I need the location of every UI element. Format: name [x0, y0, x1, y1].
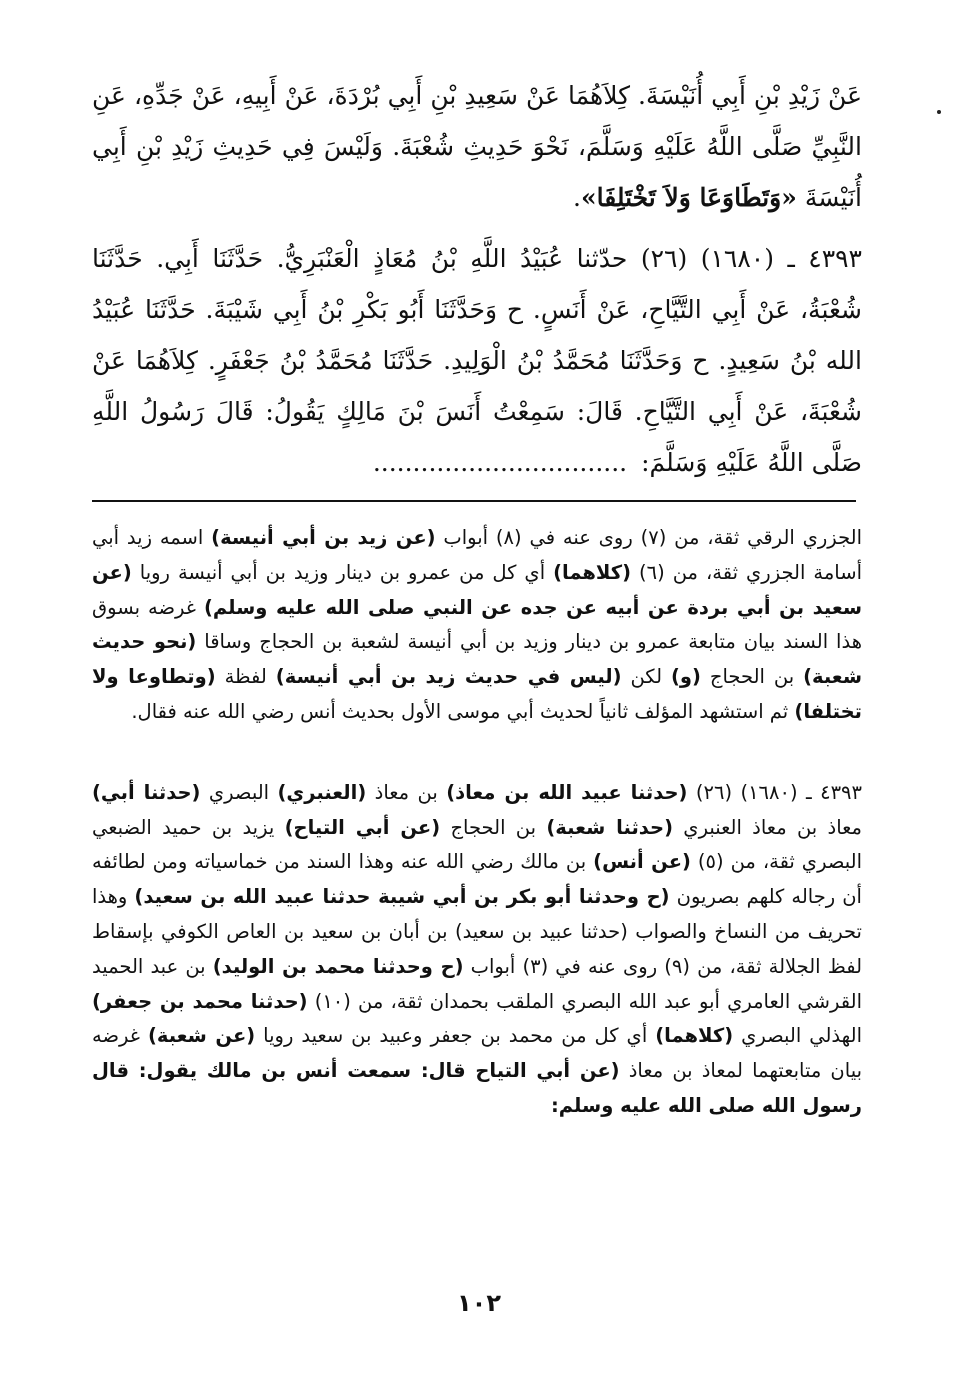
commentary-text-span: بن عبد الحميد القرشي العامري أبو عبد الله البصري الملقب بحمدان ثقة، من (١٠)	[92, 954, 862, 1013]
commentary-quote-span: (عن أبي التياح قال: سمعت أنس بن مالك يقول: قال رسول الله صلى الله عليه وسلم:	[92, 1059, 862, 1117]
commentary-quote-span: (ح وحدثنا أبو بكر بن أبي شيبة حدثنا عبيد الله بن سعيد)	[134, 885, 670, 909]
commentary-quote-span: (كلاهما)	[655, 1024, 734, 1048]
hadith-4393	[92, 233, 862, 488]
commentary-text-span: بن الحجاج	[700, 665, 804, 689]
commentary-quote-span: (كلاهما)	[553, 560, 631, 584]
commentary-quote-span: (عن شعبة)	[147, 1024, 256, 1048]
commentary-quote-span: (حدثنا شعبة)	[546, 815, 673, 839]
commentary-quote-span: (نحو حديث شعبة)	[92, 630, 862, 689]
commentary-quote-span: (ليس في حديث زيد بن أبي أنيسة)	[275, 665, 622, 689]
commentary-quote-span: (عن أبي التياح)	[284, 815, 441, 839]
commentary-quote-span: (ح وحدثنا محمد بن الوليد)	[212, 954, 464, 978]
commentary-paragraph-2	[92, 776, 862, 1124]
commentary-text-span: بن معاذ	[366, 780, 447, 804]
commentary-quote-span: (عن أنس)	[593, 850, 691, 874]
commentary-text-span: أي كل من عمرو بن دينار وزيد بن أبي أنيسة رويا	[131, 560, 554, 584]
commentary-text-span: وهذا تحريف من النساخ والصواب (حدثنا عبيد بن سعيد) بن أبان بن سعيد بن العاص الكوفي بإسقاط لفظ الجلالة ثقة، من (٩) روى عنه في (٣) أبواب	[92, 885, 863, 978]
commentary-text-span: الهذلي البصري	[733, 1024, 863, 1048]
commentary-paragraph-1	[92, 521, 862, 730]
commentary-text-span: بن مالك رضي الله عنه وهذا السند من خماسياته ومن لطائفه أن رجاله كلهم بصريون	[92, 850, 862, 909]
commentary-text-span: لكن	[621, 665, 671, 689]
commentary-text-span: معاذ بن معاذ العنبري	[673, 815, 862, 839]
commentary-text-span: ثم استشهد المؤلف ثانياً لحديث أبي موسى الأول بحديث أنس رضي الله عنه فقال.	[131, 699, 795, 723]
commentary-text-span: غرضه بسوق هذا السند بيان متابعة عمرو بن دينار وزيد بن أبي أنيسة لشعبة بن الحجاج وساقا	[92, 595, 862, 654]
commentary-text-span: لفظة	[215, 665, 276, 689]
commentary-quote-span: (و)	[670, 665, 701, 689]
commentary-quote-span: (حدثنا أبي)	[92, 780, 201, 804]
hadith-previous-text: عَنْ زَيْدِ بْنِ أَبِي أُنَيْسَةَ. كِلاَهُمَا عَنْ سَعِيدِ بْنِ أَبِي بُرْدَةَ، عَنْ أَبِيهِ، عَنْ جَدِّهِ، عَنِ النَّبِيِّ صَلَّى اللَّهُ عَلَيْهِ وَسَلَّمَ، نَحْوَ حَدِيثِ شُعْبَةَ. وَلَيْسَ فِي حَدِيثِ زَيْدِ بْنِ أَبِي أُنَيْسَةَ	[92, 81, 862, 212]
hadith-text	[92, 70, 862, 488]
commentary-text-span: بن الحجاج	[440, 815, 547, 839]
commentary-quote-span: (عن سعيد بن أبي بردة عن أبيه عن جده عن النبي صلى الله عليه وسلم)	[92, 560, 862, 619]
commentary-quote-span: (العنبري)	[277, 780, 367, 804]
hadith-previous-quote: «وَتَطَاوَعَا وَلاَ تَخْتَلِفَا»	[580, 183, 797, 212]
commentary-quote-span: (حدثنا عبيد الله بن معاذ)	[446, 780, 688, 804]
footnote-divider	[92, 500, 856, 502]
commentary-quote-span: (عن زيد بن أبي أنيسة)	[211, 526, 436, 549]
margin-dot	[937, 110, 941, 114]
commentary-quote-span: (وتطاوعا ولا تختلفا)	[92, 665, 862, 723]
commentary-text	[92, 521, 862, 1124]
hadith-previous-ending	[92, 70, 862, 223]
hadith-previous-period: .	[573, 183, 581, 212]
commentary-text-span: غرضه بيان متابعتهما لمعاذ بن معاذ	[92, 1024, 863, 1083]
hadith-continuation-dots: ................................	[372, 448, 628, 477]
commentary-text-span: ٤٣٩٣ ـ (١٦٨٠) (٢٦)	[687, 780, 862, 804]
commentary-text-span: الجزري الرقي ثقة، من (٧) روى عنه في (٨) أبواب	[435, 526, 863, 549]
page-number: ١٠٢	[457, 1289, 501, 1317]
commentary-text-span: يزيد بن حميد الضبعي البصري ثقة، من (٥)	[92, 815, 862, 874]
commentary-quote-span: (حدثنا محمد بن جعفر)	[92, 989, 308, 1013]
hadith-4393-text: ٤٣٩٣ ـ (١٦٨٠) (٢٦) حدّثنا عُبَيْدُ اللَّهِ بْنُ مُعَاذٍ الْعَنْبَرِيُّ. حَدَّثَنَا أَبِي. حَدَّثَنَا شُعْبَةُ، عَنْ أَبِي التَّيَّاحِ، عَنْ أَنَسٍ. ح وَحَدَّثَنَا أَبُو بَكْرِ بْنُ أَبِي شَيْبَةَ. حَدَّثَنَا عُبَيْدُ الله بْنُ سَعِيدٍ. ح وَحَدَّثَنَا مُحَمَّدُ بْنُ الْوَلِيدِ. حَدَّثَنَا مُحَمَّدُ بْنُ جَعْفَرٍ. كِلاَهُمَا عَنْ شُعْبَةَ، عَنْ أَبِي التَّيَّاحِ. قَالَ: سَمِعْتُ أَنَسَ بْنَ مَالِكٍ يَقُولُ: قَالَ رَسُولُ اللَّهِ صَلَّى اللَّهُ عَلَيْهِ وَسَلَّمَ:	[92, 244, 862, 477]
commentary-text-span: البصري	[200, 780, 278, 804]
commentary-text-span: اسمه زيد أبي أسامة الجزري ثقة، من (٦)	[92, 526, 862, 584]
commentary-text-span: أي كل من محمد بن جعفر وعبيد بن سعيد رويا	[255, 1024, 656, 1048]
